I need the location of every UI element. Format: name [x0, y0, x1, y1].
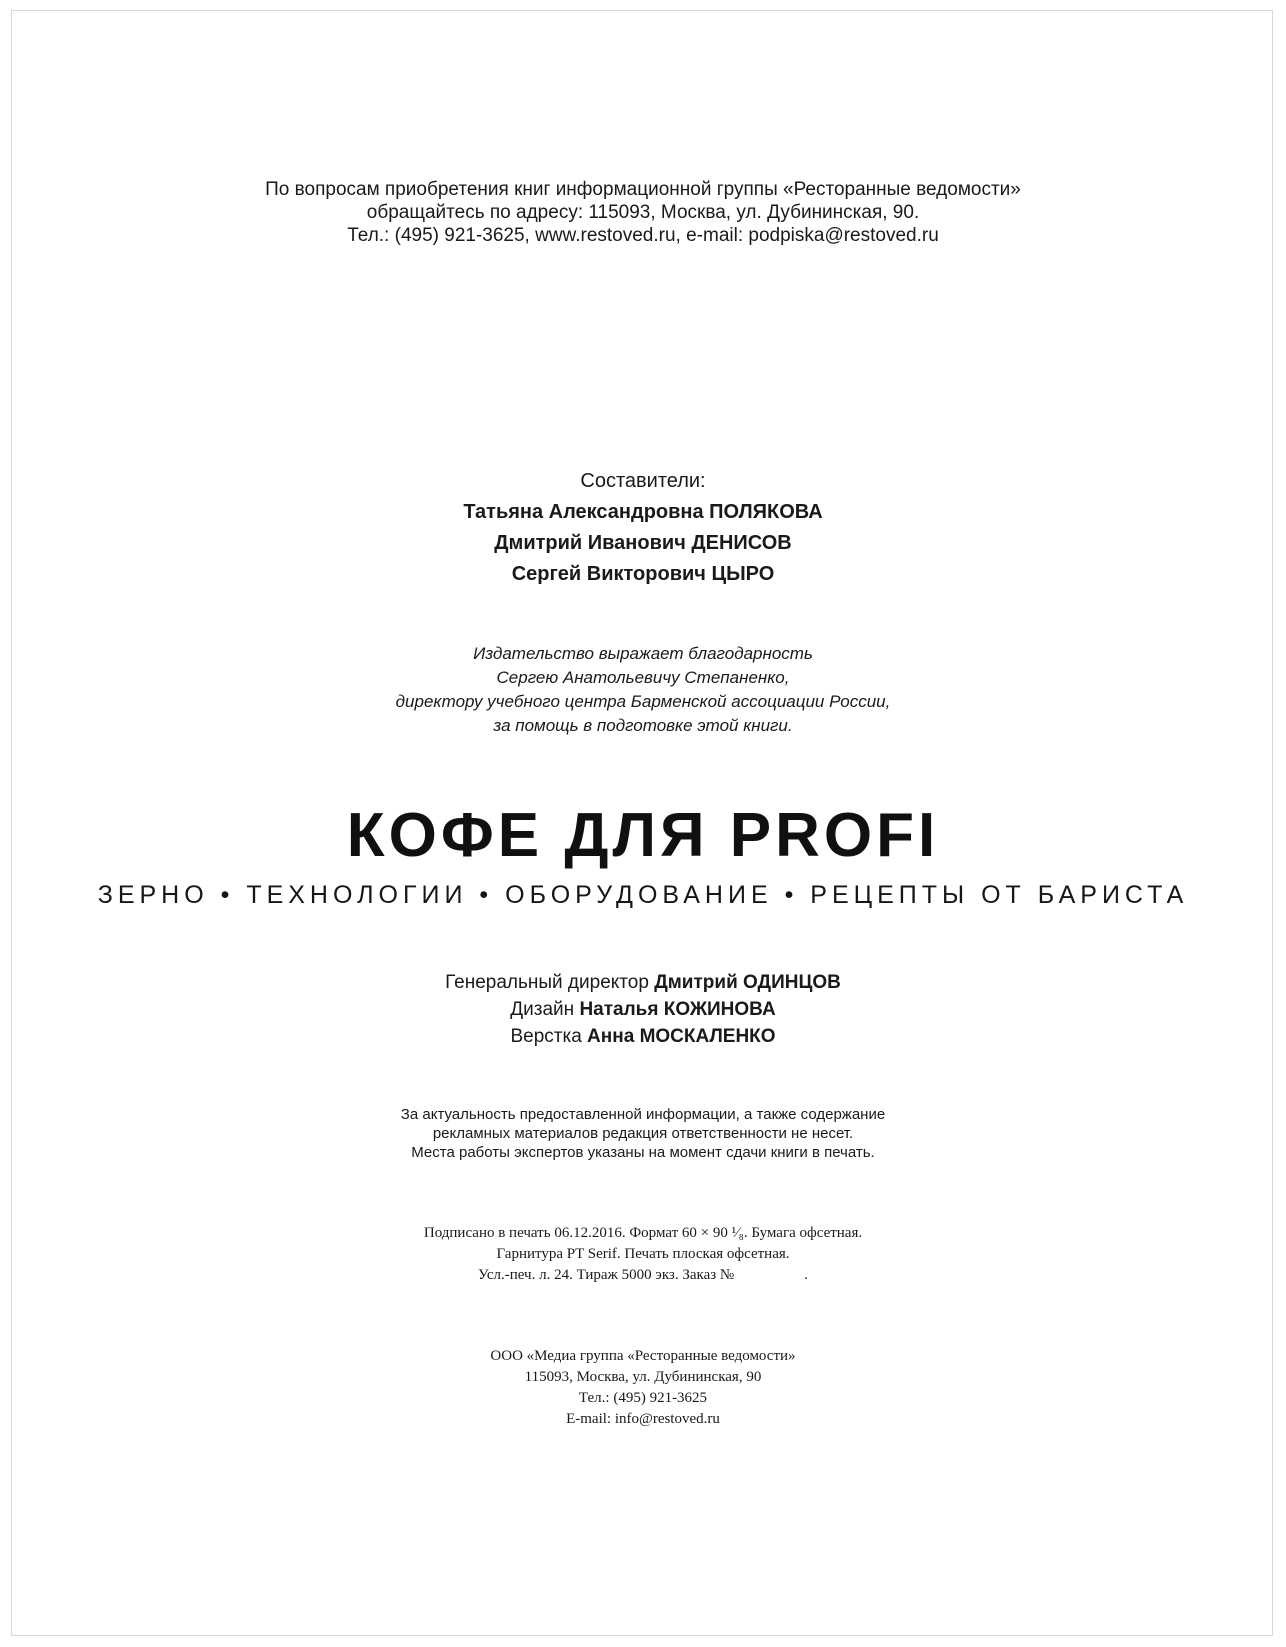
- disclaimer-line: За актуальность предоставленной информации, а также содержание: [400, 1106, 886, 1123]
- acknowledgement: [0, 642, 1286, 738]
- publisher-email: E-mail: info@restoved.ru: [566, 1411, 720, 1427]
- book-title: КОФЕ ДЛЯ PROFI: [346, 801, 940, 870]
- compilers-section: [0, 466, 1286, 590]
- credit-role: Дизайн: [510, 999, 575, 1020]
- purchase-contact-info: [0, 178, 1286, 247]
- credit-role: Верстка: [510, 1026, 582, 1047]
- compiler-name: Татьяна Александровна ПОЛЯКОВА: [463, 501, 823, 523]
- book-subtitle: ЗЕРНО • ТЕХНОЛОГИИ • ОБОРУДОВАНИЕ • РЕЦЕПТЫ ОТ БАРИСТА: [97, 881, 1189, 909]
- printing-order-suffix: .: [804, 1267, 808, 1283]
- printing-order-prefix: Усл.-печ. л. 24. Тираж 5000 экз. Заказ №: [478, 1267, 735, 1283]
- credit-layout: [0, 1023, 1286, 1050]
- contact-line: По вопросам приобретения книг информационной группы «Ресторанные ведомости»: [265, 179, 1021, 200]
- acknowledgement-line: за помощь в подготовке этой книги.: [493, 716, 793, 735]
- staff-credits: [0, 969, 1286, 1050]
- disclaimer-line: Места работы экспертов указаны на момент сдачи книги в печать.: [411, 1144, 875, 1161]
- acknowledgement-line: Сергею Анатольевичу Степаненко,: [496, 668, 790, 687]
- contact-phone-web-email: Тел.: (495) 921-3625, www.restoved.ru, e-mail: podpiska@restoved.ru: [347, 225, 939, 246]
- credit-name: Анна МОСКАЛЕНКО: [587, 1026, 776, 1047]
- printing-line: Гарнитура PT Serif. Печать плоская офсетная.: [496, 1246, 790, 1262]
- credit-general-director: [0, 969, 1286, 996]
- disclaimer-line: рекламных материалов редакция ответственности не несет.: [432, 1125, 854, 1142]
- compilers-heading: Составители:: [580, 470, 706, 492]
- contact-address: обращайтесь по адресу: 115093, Москва, ул. Дубининская, 90.: [366, 202, 920, 223]
- credit-name: Наталья КОЖИНОВА: [579, 999, 776, 1020]
- credit-role: Генеральный директор: [445, 972, 649, 993]
- publisher-name: ООО «Медиа группа «Ресторанные ведомости»: [490, 1348, 796, 1364]
- compiler-name: Сергей Викторович ЦЫРО: [511, 563, 775, 585]
- publisher-address: 115093, Москва, ул. Дубининская, 90: [524, 1369, 762, 1385]
- printing-order-line: [0, 1265, 1286, 1286]
- credit-name: Дмитрий ОДИНЦОВ: [654, 972, 841, 993]
- publisher-phone: Тел.: (495) 921-3625: [578, 1390, 708, 1406]
- compiler-name: Дмитрий Иванович ДЕНИСОВ: [494, 532, 792, 554]
- disclaimer: [0, 1105, 1286, 1162]
- credit-design: [0, 996, 1286, 1023]
- printing-details: [0, 1223, 1286, 1286]
- acknowledgement-line: Издательство выражает благодарность: [473, 644, 813, 663]
- acknowledgement-line: директору учебного центра Барменской ассоциации России,: [395, 692, 891, 711]
- printing-line: Подписано в печать 06.12.2016. Формат 60 × 90 ¹⁄₈. Бумага офсетная.: [423, 1225, 863, 1241]
- publisher-info: [0, 1346, 1286, 1430]
